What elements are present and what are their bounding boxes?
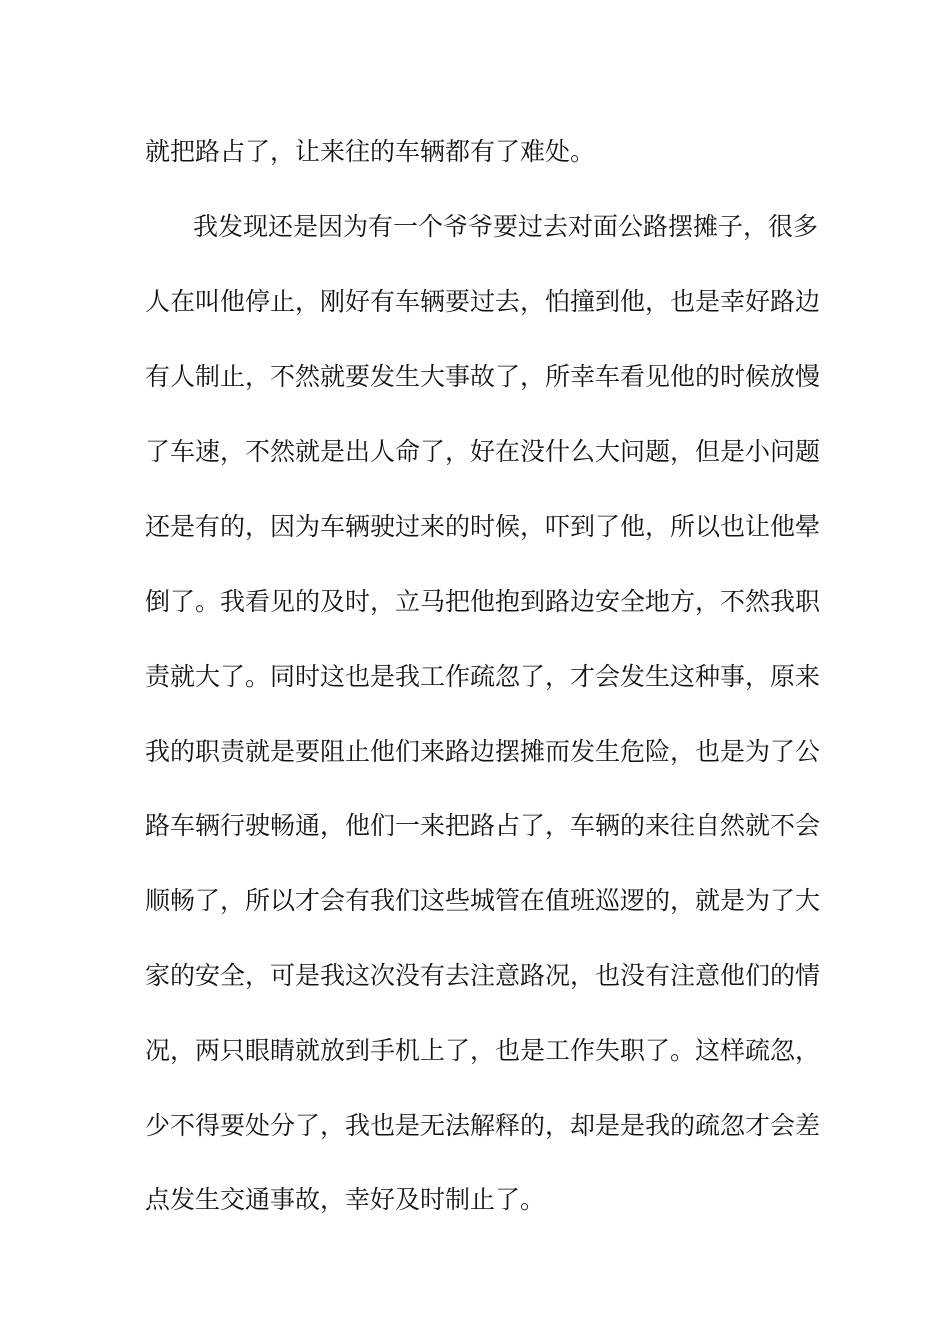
text-line: 责就大了。同时这也是我工作疏忽了，才会发生这种事，原来: [145, 662, 821, 691]
text-line: 还是有的，因为车辆驶过来的时候，吓到了他，所以也让他晕: [145, 512, 821, 541]
text-line: 少不得要处分了，我也是无法解释的，却是是我的疏忽才会差: [145, 1111, 821, 1140]
text-line: 我的职责就是要阻止他们来路边摆摊而发生危险，也是为了公: [145, 737, 821, 766]
text-line: 倒了。我看见的及时，立马把他抱到路边安全地方，不然我职: [145, 587, 821, 616]
text-line: 人在叫他停止，刚好有车辆要过去，怕撞到他，也是幸好路边: [145, 287, 821, 316]
text-line: 顺畅了，所以才会有我们这些城管在值班巡逻的，就是为了大: [145, 886, 821, 915]
text-line: 就把路占了，让来往的车辆都有了难处。: [145, 137, 596, 166]
text-line: 家的安全，可是我这次没有去注意路况，也没有注意他们的情: [145, 961, 821, 990]
text-line: 了车速，不然就是出人命了，好在没什么大问题，但是小问题: [145, 437, 821, 466]
text-line: 况，两只眼睛就放到手机上了，也是工作失职了。这样疏忽，: [145, 1036, 821, 1065]
text-line: 点发生交通事故，幸好及时制止了。: [145, 1185, 546, 1214]
text-line: 路车辆行驶畅通，他们一来把路占了，车辆的来往自然就不会: [145, 811, 821, 840]
paragraph-first-line: 我发现还是因为有一个爷爷要过去对面公路摆摊子，很多: [193, 212, 819, 241]
text-line: 有人制止，不然就要发生大事故了，所幸车看见他的时候放慢: [145, 362, 821, 391]
